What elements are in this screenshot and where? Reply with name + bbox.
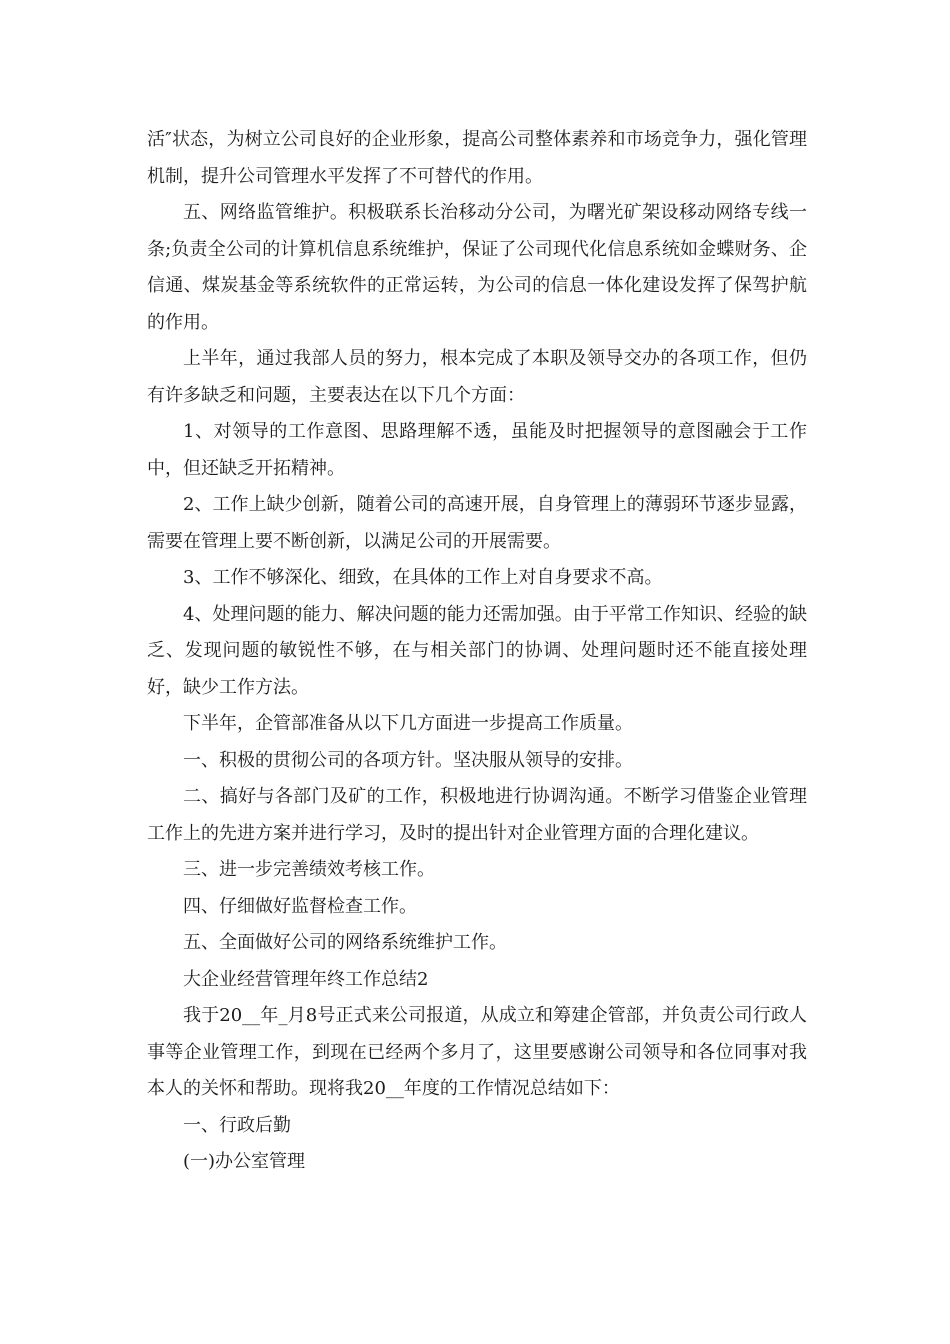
paragraph-16: 一、行政后勤: [183, 1114, 291, 1136]
paragraph-1: 活″状态，为树立公司良好的企业形象，提高公司整体素养和市场竞争力，强化管理机制，提升公司管理水平发挥了不可替代的作用。: [147, 129, 807, 187]
paragraph-11: 三、进一步完善绩效考核工作。: [183, 859, 435, 880]
paragraph-3: 上半年，通过我部人员的努力，根本完成了本职及领导交办的各项工作，但仍有许多缺乏和问题，主要表达在以下几个方面：: [147, 348, 807, 406]
paragraph-13: 五、全面做好公司的网络系统维护工作。: [183, 932, 507, 953]
paragraph-15: 我于20__年_月8号正式来公司报道，从成立和筹建企管部，并负责公司行政人事等企业管理工作，到现在已经两个多月了，这里要感谢公司领导和各位同事对我本人的关怀和帮助。现将我20__年度的工作情况总结如下：: [147, 1005, 807, 1099]
document-body: [147, 122, 807, 1181]
paragraph-4: 1、对领导的工作意图、思路理解不透，虽能及时把握领导的意图融会于工作中，但还缺乏开拓精神。: [147, 421, 807, 479]
section-heading: 大企业经营管理年终工作总结2: [183, 968, 429, 990]
paragraph-12: 四、仔细做好监督检查工作。: [183, 895, 417, 917]
paragraph-17: (一)办公室管理: [183, 1151, 306, 1172]
paragraph-2: 五、网络监管维护。积极联系长治移动分公司，为曙光矿架设移动网络专线一条;负责全公司的计算机信息系统维护，保证了公司现代化信息系统如金蝶财务、企信通、煤炭基金等系统软件的正常运转，为公司的信息一体化建设发挥了保驾护航的作用。: [147, 202, 807, 333]
paragraph-7: 4、处理问题的能力、解决问题的能力还需加强。由于平常工作知识、经验的缺乏、发现问题的敏锐性不够，在与相关部门的协调、处理问题时还不能直接处理好，缺少工作方法。: [147, 603, 807, 698]
paragraph-6: 3、工作不够深化、细致，在具体的工作上对自身要求不高。: [183, 567, 663, 588]
paragraph-10: 二、搞好与各部门及矿的工作，积极地进行协调沟通。不断学习借鉴企业管理工作上的先进方案并进行学习，及时的提出针对企业管理方面的合理化建议。: [147, 786, 807, 844]
paragraph-5: 2、工作上缺少创新，随着公司的高速开展，自身管理上的薄弱环节逐步显露，需要在管理上要不断创新，以满足公司的开展需要。: [147, 494, 807, 552]
paragraph-8: 下半年，企管部准备从以下几方面进一步提高工作质量。: [183, 713, 633, 734]
paragraph-9: 一、积极的贯彻公司的各项方针。坚决服从领导的安排。: [183, 749, 633, 771]
